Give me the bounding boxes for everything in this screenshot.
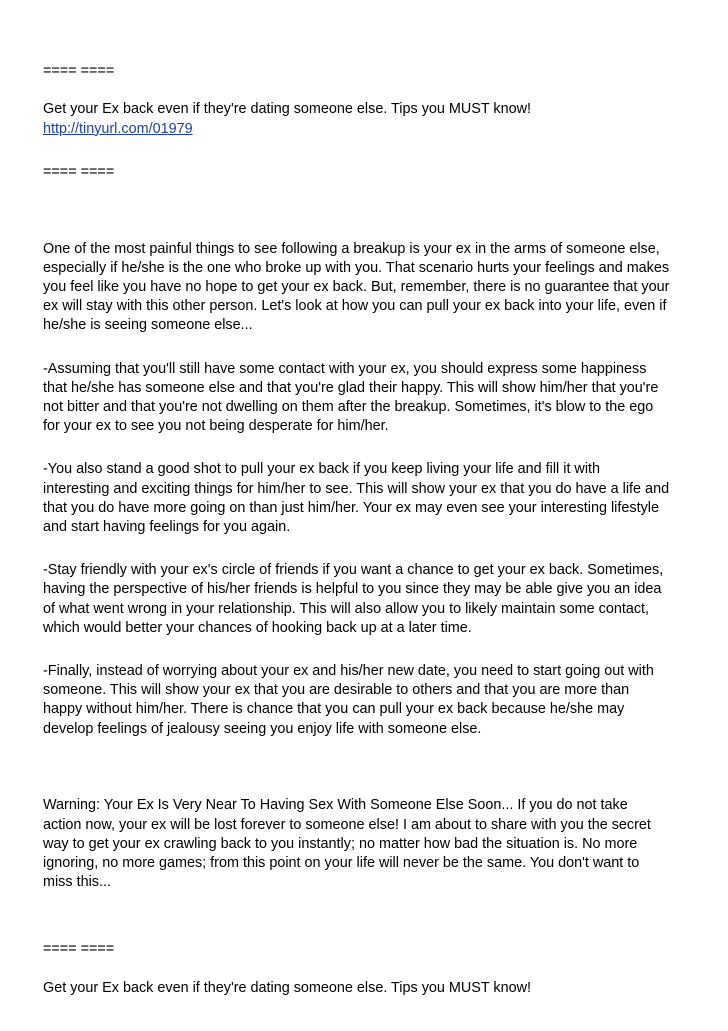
paragraph-line: ignoring, no more games; from this point on your life will never be the same. You don't want to	[43, 855, 640, 872]
spacer	[43, 960, 688, 979]
paragraph-line: miss this...	[43, 874, 111, 891]
separator-bottom: ==== ====	[43, 941, 115, 958]
paragraph-line: especially if he/she is the one who broke up with you. That scenario hurts your feelings and makes	[43, 259, 670, 276]
paragraph-line: -Stay friendly with your ex's circle of friends if you want a chance to get your ex back. Sometimes,	[43, 562, 664, 579]
paragraph-line: Warning: Your Ex Is Very Near To Having Sex With Someone Else Soon... If you do not take	[43, 797, 628, 814]
body-paragraph	[43, 662, 689, 739]
promo-headline: Get your Ex back even if they're dating someone else. Tips you MUST know!	[43, 101, 532, 118]
paragraph-line: -You also stand a good shot to pull your ex back if you keep living your life and fill it with	[43, 461, 601, 478]
paragraph-line: which would better your chances of hooking back up at a later time.	[43, 619, 472, 636]
paragraph-line: you feel like you have no hope to get your ex back. But, remember, there is no guarantee that your	[43, 279, 670, 295]
paragraph-line: ex will stay with this other person. Let's look at how you can pull your ex back into your life, even if	[43, 298, 667, 315]
paragraph-line: -Assuming that you'll still have some contact with your ex, you should express some happiness	[43, 360, 647, 377]
spacer	[43, 436, 688, 460]
paragraph-line: way to get your ex crawling back to you instantly; no matter how bad the situation is. No more	[43, 835, 638, 852]
promo-link[interactable]: http://tinyurl.com/01979	[43, 120, 193, 137]
paragraph-line: someone. This will show your ex that you are desirable to others and that you are more than	[43, 682, 630, 699]
spacer	[43, 336, 688, 360]
paragraph-line: develop feelings of jealousy seeing you enjoy life with someone else.	[43, 720, 482, 737]
paragraph-line: that he/she has someone else and that you're glad their happy. This will show him/her that you're	[43, 379, 659, 396]
spacer	[43, 537, 688, 561]
paragraph-line: that you do have more going on than just him/her. Your ex may even see your interesting lifestyle	[43, 499, 659, 516]
spacer	[43, 139, 688, 163]
paragraph-line: One of the most painful things to see following a breakup is your ex in the arms of someone else,	[43, 240, 660, 257]
separator-mid: ==== ====	[43, 163, 115, 180]
paragraph-line: interesting and exciting things for him/her to see. This will show your ex that you do have a life and	[43, 480, 670, 497]
warning-paragraph	[43, 796, 689, 892]
paragraph-line: -Finally, instead of worrying about your ex and his/her new date, you need to start going out with	[43, 663, 654, 680]
body-paragraph	[43, 460, 689, 537]
paragraph-line: having the perspective of his/her friends is helpful to you since they may be able give you an idea	[43, 581, 662, 598]
promo-link-line	[43, 120, 688, 139]
spacer	[43, 182, 688, 240]
spacer	[43, 892, 688, 940]
paragraph-line: not bitter and that you're not dwelling on them after the breakup. Sometimes, it's blow to the ego	[43, 399, 654, 416]
body-paragraph	[43, 360, 689, 437]
spacer	[43, 638, 688, 662]
paragraph-line: he/she is seeing someone else...	[43, 317, 253, 334]
paragraph-line: and start having feelings for you again.	[43, 519, 291, 536]
spacer	[43, 739, 688, 797]
spacer	[43, 81, 688, 100]
promo-headline-bottom: Get your Ex back even if they're dating someone else. Tips you MUST know!	[43, 979, 532, 996]
body-paragraph	[43, 240, 689, 336]
paragraph-line: happy without him/her. There is chance that you can pull your ex back because he/she may	[43, 701, 625, 718]
body-paragraph	[43, 561, 689, 638]
paragraph-line: action now, your ex will be lost forever to someone else! I am about to share with you the secret	[43, 816, 651, 833]
paragraph-line: for your ex to see you not being desperate for him/her.	[43, 418, 389, 435]
separator-top: ==== ====	[43, 63, 115, 79]
paragraph-line: of what went wrong in your relationship. This will also allow you to likely maintain some contact,	[43, 600, 650, 617]
